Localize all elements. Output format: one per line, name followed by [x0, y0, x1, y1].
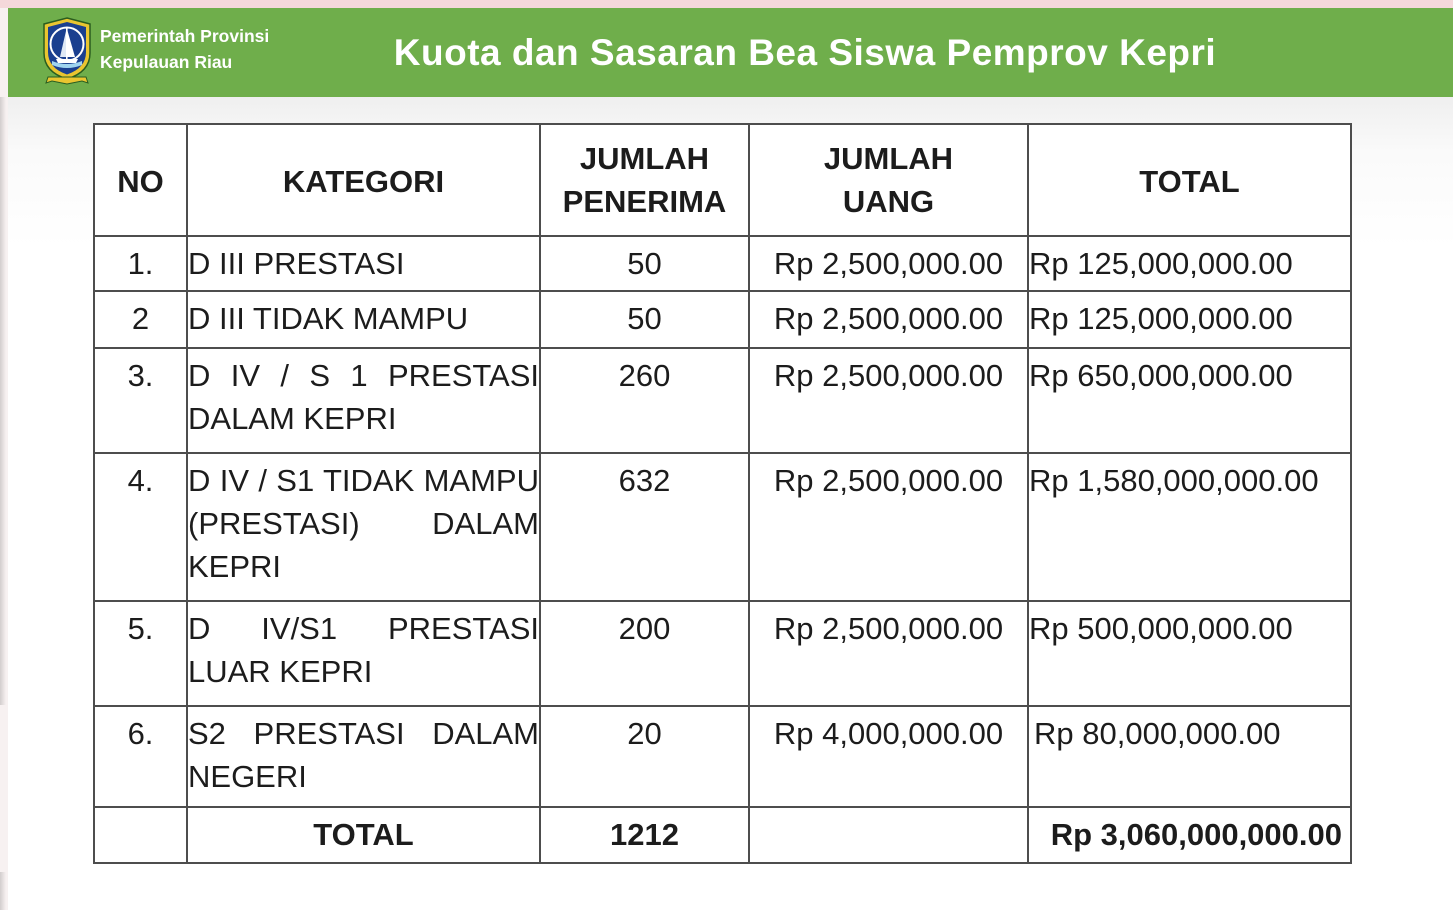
table-row-3 — [94, 348, 1351, 453]
slide-title-wrap — [285, 8, 1325, 97]
cell-no — [94, 807, 187, 863]
cell-jumlah_penerima: 50 — [540, 291, 749, 348]
cell-total: Rp 1,580,000,000.00 — [1028, 453, 1351, 601]
cell-no: 5. — [94, 601, 187, 706]
page-top-strip — [0, 0, 1453, 8]
column-header-jumlah_penerima — [540, 124, 749, 236]
table-row-total — [94, 807, 1351, 863]
cell-jumlah_penerima: 50 — [540, 236, 749, 291]
column-header-label: KATEGORI — [282, 163, 445, 199]
cell-jumlah_penerima: 260 — [540, 348, 749, 453]
cell-jumlah_uang: Rp 2,500,000.00 — [749, 291, 1028, 348]
cell-no: 1. — [94, 236, 187, 291]
table-body — [94, 236, 1351, 863]
cell-no: 6. — [94, 706, 187, 807]
cell-kategori: TOTAL — [187, 807, 540, 863]
kepri-provincial-crest-icon — [40, 17, 94, 88]
cell-no: 4. — [94, 453, 187, 601]
cell-total: Rp 125,000,000.00 — [1028, 236, 1351, 291]
cell-kategori: D III TIDAK MAMPU — [187, 291, 540, 348]
scholarship-quota-table — [93, 123, 1352, 864]
column-header-total — [1028, 124, 1351, 236]
cell-total: Rp 500,000,000.00 — [1028, 601, 1351, 706]
agency-line2: Kepulauan Riau — [100, 52, 233, 72]
agency-line1: Pemerintah Provinsi — [100, 26, 270, 46]
column-header-jumlah_uang — [749, 124, 1028, 236]
cell-jumlah_uang — [749, 807, 1028, 863]
cell-jumlah_uang: Rp 2,500,000.00 — [749, 453, 1028, 601]
column-header-label: NO — [117, 163, 164, 199]
cell-jumlah_penerima: 200 — [540, 601, 749, 706]
cell-jumlah_uang: Rp 2,500,000.00 — [749, 236, 1028, 291]
table-header-row — [94, 124, 1351, 236]
table-row-2 — [94, 291, 1351, 348]
column-header-label: JUMLAH PENERIMA — [562, 141, 727, 219]
cell-total: Rp 650,000,000.00 — [1028, 348, 1351, 453]
column-header-kategori — [187, 124, 540, 236]
cell-total: Rp 125,000,000.00 — [1028, 291, 1351, 348]
table-row-1 — [94, 236, 1351, 291]
cell-no: 3. — [94, 348, 187, 453]
table-header — [94, 124, 1351, 236]
table-row-4 — [94, 453, 1351, 601]
cell-total: Rp 3,060,000,000.00 — [1028, 807, 1351, 863]
cell-jumlah_penerima: 1212 — [540, 807, 749, 863]
cell-kategori: S2 PRESTASI DALAM NEGERI — [187, 706, 540, 807]
cell-kategori: D IV/S1 PRESTASI LUAR KEPRI — [187, 601, 540, 706]
cell-kategori: D IV / S 1 PRESTASI DALAM KEPRI — [187, 348, 540, 453]
column-header-no — [94, 124, 187, 236]
cell-jumlah_uang: Rp 2,500,000.00 — [749, 348, 1028, 453]
cell-kategori: D IV / S1 TIDAK MAMPU (PRESTASI) DALAM KEPRI — [187, 453, 540, 601]
page-edge-shadow — [0, 872, 6, 910]
slide-title: Kuota dan Sasaran Bea Siswa Pemprov Kepri — [393, 31, 1217, 73]
table-row-6 — [94, 706, 1351, 807]
cell-no: 2 — [94, 291, 187, 348]
slide-header-bar — [8, 8, 1453, 97]
cell-jumlah_penerima: 20 — [540, 706, 749, 807]
cell-total: Rp 80,000,000.00 — [1028, 706, 1351, 807]
agency-name — [100, 23, 269, 75]
column-header-label: TOTAL — [1139, 163, 1240, 199]
table-row-5 — [94, 601, 1351, 706]
cell-kategori: D III PRESTASI — [187, 236, 540, 291]
cell-jumlah_uang: Rp 2,500,000.00 — [749, 601, 1028, 706]
column-header-label: JUMLAH UANG — [823, 141, 954, 219]
cell-jumlah_penerima: 632 — [540, 453, 749, 601]
cell-jumlah_uang: Rp 4,000,000.00 — [749, 706, 1028, 807]
page-edge-shadow — [0, 97, 6, 705]
